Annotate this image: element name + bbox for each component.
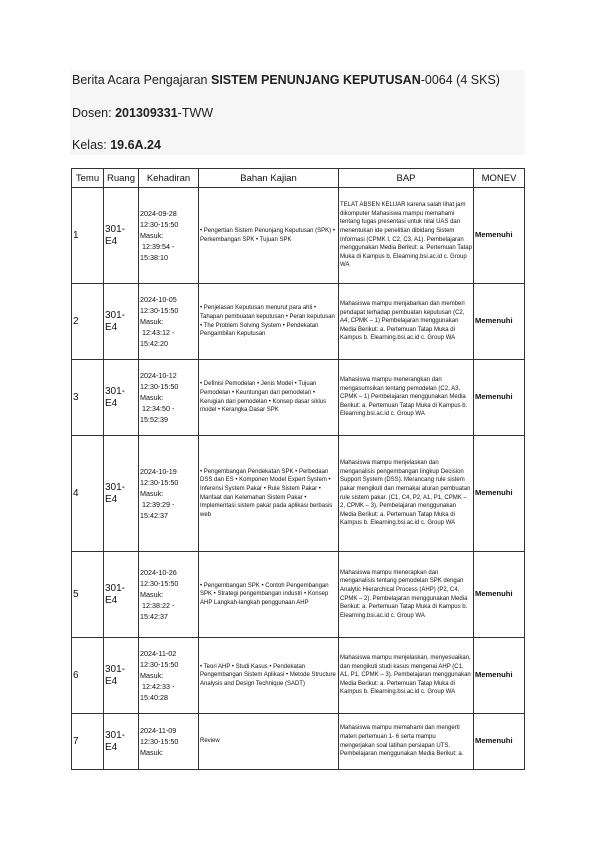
cell-temu: 7: [72, 714, 104, 770]
check-out-time: 15:42:37: [140, 511, 168, 520]
check-in-label: Masuk:: [140, 671, 164, 680]
cell-bap: Mahasiswa mampu memahami dan mengerti materi pertemuan 1- 6 serta mampu mengerjakan soal latihan persiapan UTS. Pembelajaran menggunakan Media Berikut: a.: [339, 714, 474, 770]
check-out-time: 15:42:20: [140, 339, 168, 348]
cell-bap: Mahasiswa mampu menerangkan dan mengasumsikan tentang pemodelan (C2, A3, CPMK – 1) Pembelajaran menggunakan Media Berikut: a. Pertemuan Tatap Muka di Kampus b. Elearning.bsi.ac.id c. Group WA: [339, 360, 474, 436]
col-header-temu: Temu: [72, 169, 104, 188]
lecturer-line: Dosen: 201309331-TWW: [72, 106, 214, 120]
check-in-label: Masuk:: [140, 317, 164, 326]
cell-kehadiran: [139, 436, 199, 552]
meeting-time: 12:30-15:50: [140, 220, 179, 229]
cell-monev: Memenuhi: [474, 552, 525, 638]
cell-temu: 5: [72, 552, 104, 638]
cell-bahan-kajian: • Pengertian Sistem Penunjang Keputusan (SPK) • Perkembangan SPK • Tujuan SPK: [199, 188, 339, 284]
meeting-date: 2024-11-09: [140, 726, 177, 735]
table-row: [72, 714, 525, 770]
col-header-bap: BAP: [339, 169, 474, 188]
check-out-time: 15:52:39: [140, 415, 168, 424]
attendance-table: [71, 168, 525, 770]
check-in-time: 12:38:22 -: [142, 601, 175, 610]
table-row: [72, 436, 525, 552]
meeting-time: 12:30-15:50: [140, 306, 179, 315]
meeting-time: 12:30-15:50: [140, 660, 179, 669]
check-in-label: Masuk:: [140, 231, 164, 240]
check-in-label: Masuk:: [140, 590, 164, 599]
check-in-time: 12:39:29 -: [142, 500, 175, 509]
cell-kehadiran: [139, 714, 199, 770]
meeting-time: 12:30-15:50: [140, 579, 179, 588]
class-line: Kelas: 19.6A.24: [72, 138, 161, 152]
cell-temu: 2: [72, 284, 104, 360]
meeting-date: 2024-09-28: [140, 209, 177, 218]
check-out-time: 15:42:37: [140, 612, 168, 621]
cell-ruang: 301-E4: [104, 360, 139, 436]
col-header-monev: MONEV: [474, 169, 525, 188]
table-header-row: [72, 169, 525, 188]
meeting-date: 2024-10-19: [140, 467, 177, 476]
cell-monev: Memenuhi: [474, 714, 525, 770]
check-out-time: 15:38:10: [140, 253, 168, 262]
meeting-time: 12:30-15:50: [140, 382, 179, 391]
cell-monev: Memenuhi: [474, 284, 525, 360]
table-row: [72, 284, 525, 360]
meeting-date: 2024-10-26: [140, 568, 177, 577]
cell-ruang: 301-E4: [104, 188, 139, 284]
cell-bahan-kajian: • Penjelasan Keputusan menurut para ahli • Tahapan pembuatan keputusan • Peran keputusan • The Problem Solving System • Pendekatan Pengambilan Keputusan: [199, 284, 339, 360]
cell-ruang: 301-E4: [104, 638, 139, 714]
cell-temu: 6: [72, 638, 104, 714]
meeting-time: 12:30-15:50: [140, 737, 179, 746]
cell-ruang: 301-E4: [104, 284, 139, 360]
check-in-label: Masuk:: [140, 393, 164, 402]
cell-ruang: 301-E4: [104, 436, 139, 552]
table-row: [72, 638, 525, 714]
cell-monev: Memenuhi: [474, 188, 525, 284]
col-header-kehadiran: Kehadiran: [139, 169, 199, 188]
check-in-time: 12:42:33 -: [142, 682, 175, 691]
cell-bahan-kajian: Review: [199, 714, 339, 770]
meeting-date: 2024-10-12: [140, 371, 177, 380]
table-row: [72, 188, 525, 284]
check-out-time: 15:40:28: [140, 693, 168, 702]
cell-monev: Memenuhi: [474, 436, 525, 552]
table-row: [72, 360, 525, 436]
cell-ruang: 301-E4: [104, 714, 139, 770]
cell-kehadiran: [139, 638, 199, 714]
col-header-ruang: Ruang: [104, 169, 139, 188]
cell-kehadiran: [139, 188, 199, 284]
cell-bap: Mahasiswa mampu menjelaskan, menyesuaikan, dan mengikuti studi kasus mengenai AHP (C1, A1, P1, CPMK – 3). Pembelajaran menggunakan Media Berikut: a. Pertemuan Tatap Muka di Kampus b. Elearning.bsi.ac.id c. Group WA: [339, 638, 474, 714]
cell-monev: Memenuhi: [474, 360, 525, 436]
meeting-date: 2024-10-05: [140, 295, 177, 304]
cell-kehadiran: [139, 284, 199, 360]
cell-bahan-kajian: • Pengembangan Pendekatan SPK • Perbedaan DSS dan ES • Komponen Model Expert System • Inferensi System Pakar • Rule Sistem Pakar • Manfaat dan Kelemahan Sistem Pakar • Implementasi sistem pakar pada aplikasi berbasis web: [199, 436, 339, 552]
course-title: Berita Acara Pengajaran SISTEM PENUNJANG KEPUTUSAN-0064 (4 SKS): [72, 73, 500, 87]
cell-bap: Mahasiswa mampu menjelaskan dan menganalisis pengembangan lingkup Decision Support System (DSS). Merancang rule sistem pakar mengikuti dan memakai aturan pembuatan rule sistem pakar. (C1, C4, P2, A1, P1, CPMK – 2, CPMK – 3). Pembelajaran menggunakan Media Berikut: a. Pertemuan Tatap Muka di Kampus b. Elearning.bsi.ac.id c. Group WA: [339, 436, 474, 552]
check-in-label: Masuk:: [140, 489, 164, 498]
cell-bap: TELAT ABSEN KELUAR karena salah lihat jam dikomputer Mahasiswa mampu memahami tentang tugas presentasi untuk nilai UAS dan menentukan ide penelitian dibidang Sistem Informasi (CPMK I, C2, C3, A1). Pembelajaran menggunakan Media Berikut: a. Pertemuan Tatap Muka di Kampus b. Elearning.bsi.ac.id c. Group WA: [339, 188, 474, 284]
cell-temu: 1: [72, 188, 104, 284]
cell-bap: Mahasiswa mampu menerapkan dan menganalisis tentang pemodelan SPK dengan Analytic Hierarchical Process (AHP) (P2, C4, CPMK – 2). Pembelajaran menggunakan Media Berikut: a. Pertemuan Tatap Muka di Kampus b. Elearning.bsi.ac.id c. Group WA: [339, 552, 474, 638]
cell-temu: 4: [72, 436, 104, 552]
meeting-time: 12:30-15:50: [140, 478, 179, 487]
cell-bahan-kajian: • Pengembangan SPK • Contoh Pengembangan SPK • Strategi pengembangan industri • Konsep AHP Langkah-langkah penggunaan AHP: [199, 552, 339, 638]
cell-temu: 3: [72, 360, 104, 436]
check-in-time: 12:39:54 -: [142, 242, 175, 251]
cell-bap: Mahasiswa mampu menjabarkan dan memberi pendapat terhadap pembuatan keputusan (C2, A4, CPMK – 1) Pembelajaran menggunakan Media Berikut: a. Pertemuan Tatap Muka di Kampus b. Elearning.bsi.ac.id c. Group WA: [339, 284, 474, 360]
check-in-time: 12:43:12 -: [142, 328, 175, 337]
check-in-label: Masuk:: [140, 748, 164, 757]
cell-bahan-kajian: • Teori AHP • Studi Kasus • Pendekatan Pengembangan Sistem Aplikasi • Metode Structure Analysis and Design Technique (SADT): [199, 638, 339, 714]
cell-bahan-kajian: • Definisi Pemodelan • Jenis Model • Tujuan Pemodelan • Keuntungan dari pemodelan • Kerugian dari pemodelan • Konsep dasar siklus model • Kerangka Dasar SPK: [199, 360, 339, 436]
col-header-bahan-kajian: Bahan Kajian: [199, 169, 339, 188]
cell-monev: Memenuhi: [474, 638, 525, 714]
meeting-date: 2024-11-02: [140, 649, 177, 658]
check-in-time: 12:34:50 -: [142, 404, 175, 413]
cell-ruang: 301-E4: [104, 552, 139, 638]
cell-kehadiran: [139, 360, 199, 436]
table-row: [72, 552, 525, 638]
cell-kehadiran: [139, 552, 199, 638]
